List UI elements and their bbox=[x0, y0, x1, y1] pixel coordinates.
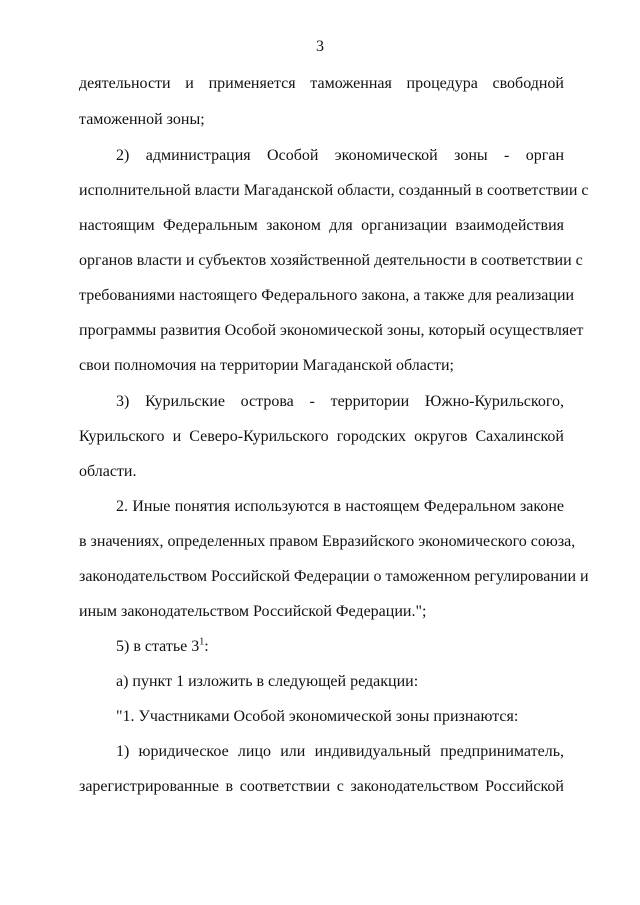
text-line-part: 5) в статье 3 bbox=[116, 638, 200, 655]
text-line: деятельности и применяется таможенная процедура свободной bbox=[79, 75, 564, 92]
superscript: 1 bbox=[199, 636, 205, 648]
text-line: "1. Участниками Особой экономической зоны признаются: bbox=[116, 708, 519, 725]
text-line: иным законодательством Российской Федерации."; bbox=[79, 603, 427, 620]
page-number: 3 bbox=[316, 38, 324, 55]
text-line: в значениях, определенных правом Евразийского экономического союза, bbox=[79, 533, 576, 550]
text-line: 2. Иные понятия используются в настоящем Федеральном законе bbox=[116, 498, 564, 515]
text-line: таможенной зоны; bbox=[79, 111, 205, 128]
text-line: Курильского и Северо-Курильского городских округов Сахалинской bbox=[79, 428, 564, 445]
text-line: исполнительной власти Магаданской области, созданный в соответствии с bbox=[79, 182, 589, 199]
text-line: законодательством Российской Федерации о таможенном регулировании и bbox=[79, 568, 589, 585]
text-line: области. bbox=[79, 463, 137, 480]
text-line: настоящим Федеральным законом для организации взаимодействия bbox=[79, 217, 564, 234]
text-line: 1) юридическое лицо или индивидуальный предприниматель, bbox=[116, 743, 564, 760]
text-line-part: : bbox=[204, 638, 209, 655]
text-line: 2) администрация Особой экономической зоны - орган bbox=[116, 147, 564, 164]
text-line: зарегистрированные в соответствии с законодательством Российской bbox=[79, 778, 564, 795]
text-line: программы развития Особой экономической зоны, который осуществляет bbox=[79, 322, 584, 339]
text-line: а) пункт 1 изложить в следующей редакции: bbox=[116, 673, 419, 690]
text-line: свои полномочия на территории Магаданской области; bbox=[79, 357, 454, 374]
text-line: 3) Курильские острова - территории Южно-Курильского, bbox=[116, 393, 564, 410]
text-line bbox=[116, 637, 564, 657]
text-line: требованиями настоящего Федерального закона, а также для реализации bbox=[79, 287, 575, 304]
text-line: органов власти и субъектов хозяйственной деятельности в соответствии с bbox=[79, 252, 583, 269]
